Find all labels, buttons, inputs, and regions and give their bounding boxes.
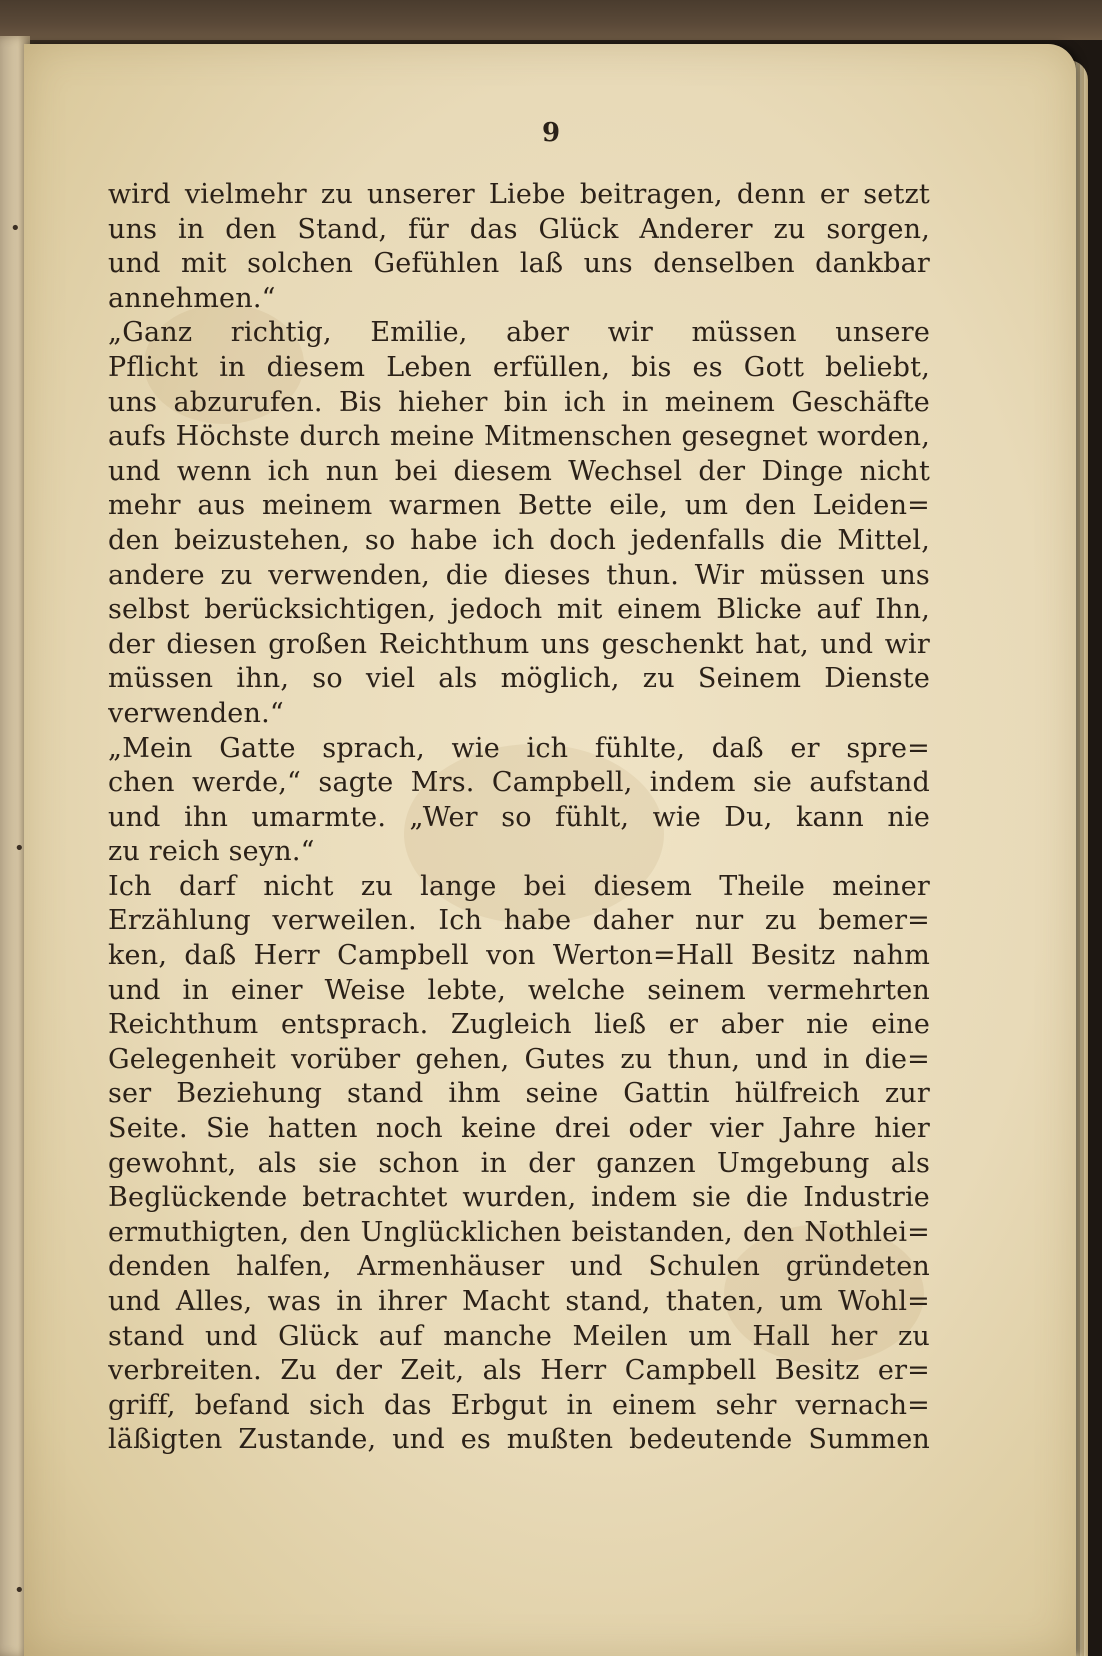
margin-mark: • — [10, 218, 21, 239]
page-number: 9 — [541, 118, 561, 148]
body-text — [108, 178, 930, 1458]
text-line: Gelegenheit vorüber gehen, Gutes zu thun, und in die= — [108, 1043, 930, 1075]
text-line: ken, daß Herr Campbell von Werton=Hall Besitz nahm — [108, 940, 930, 972]
text-line: annehmen.“ — [108, 282, 276, 314]
cover-top-edge — [0, 0, 1102, 40]
text-line: gewohnt, als sie schon in der ganzen Umgebung als — [108, 1147, 930, 1179]
text-line: mehr aus meinem warmen Bette eile, um den Leiden= — [108, 490, 930, 522]
text-line: Beglückende betrachtet wurden, indem sie die Industrie — [108, 1182, 930, 1214]
text-line: aufs Höchste durch meine Mitmenschen gesegnet worden, — [108, 421, 930, 453]
text-line: ser Beziehung stand ihm seine Gattin hülfreich zur — [108, 1078, 930, 1110]
text-line: verwenden.“ — [108, 697, 284, 729]
text-line: wird vielmehr zu unserer Liebe beitragen, denn er setzt — [108, 179, 930, 210]
text-line: und ihn umarmte. „Wer so fühlt, wie Du, kann nie — [108, 801, 930, 833]
text-line: ermuthigten, den Unglücklichen beistanden, den Nothlei= — [108, 1216, 930, 1248]
text-line: der diesen großen Reichthum uns geschenkt hat, und wir — [108, 628, 930, 660]
margin-mark: • — [14, 1580, 25, 1601]
text-line: „Ganz richtig, Emilie, aber wir müssen unsere — [108, 317, 930, 349]
text-line: Ich darf nicht zu lange bei diesem Theile meiner — [108, 870, 930, 902]
text-line: uns abzurufen. Bis hieher bin ich in meinem Geschäfte — [108, 386, 930, 418]
text-line: und Alles, was in ihrer Macht stand, thaten, um Wohl= — [108, 1286, 930, 1317]
text-line: Erzählung verweilen. Ich habe daher nur zu bemer= — [108, 905, 930, 937]
text-line: Pflicht in diesem Leben erfüllen, bis es Gott beliebt, — [108, 351, 930, 383]
text-line: und mit solchen Gefühlen laß uns denselben dankbar — [108, 248, 930, 280]
text-line: uns in den Stand, für das Glück Anderer zu sorgen, — [108, 213, 930, 245]
text-line: „Mein Gatte sprach, wie ich fühlte, daß er spre= — [108, 732, 930, 764]
text-line: chen werde,“ sagte Mrs. Campbell, indem sie aufstand — [108, 767, 930, 799]
text-line: müssen ihn, so viel als möglich, zu Seinem Dienste — [108, 663, 930, 695]
text-line: und in einer Weise lebte, welche seinem vermehrten — [108, 974, 930, 1006]
text-line: und wenn ich nun bei diesem Wechsel der Dinge nicht — [108, 455, 930, 487]
text-line: läßigten Zustande, und es mußten bedeutende Summen — [108, 1424, 930, 1456]
text-line: Seite. Sie hatten noch keine drei oder vier Jahre hier — [108, 1113, 930, 1145]
text-line: stand und Glück auf manche Meilen um Hall her zu — [108, 1320, 930, 1352]
text-line: verbreiten. Zu der Zeit, als Herr Campbell Besitz er= — [108, 1355, 930, 1387]
text-line: den beizustehen, so habe ich doch jedenfalls die Mittel, — [108, 524, 930, 556]
text-line: selbst berücksichtigen, jedoch mit einem Blicke auf Ihn, — [108, 594, 930, 626]
text-line: denden halfen, Armenhäuser und Schulen gründeten — [108, 1251, 930, 1283]
text-line: griff, befand sich das Erbgut in einem sehr vernach= — [108, 1389, 930, 1421]
text-line: andere zu verwenden, die dieses thun. Wir müssen uns — [108, 559, 930, 591]
text-line: zu reich seyn.“ — [108, 836, 315, 868]
text-line: Reichthum entsprach. Zugleich ließ er aber nie eine — [108, 1009, 930, 1041]
margin-mark: • — [14, 838, 25, 859]
